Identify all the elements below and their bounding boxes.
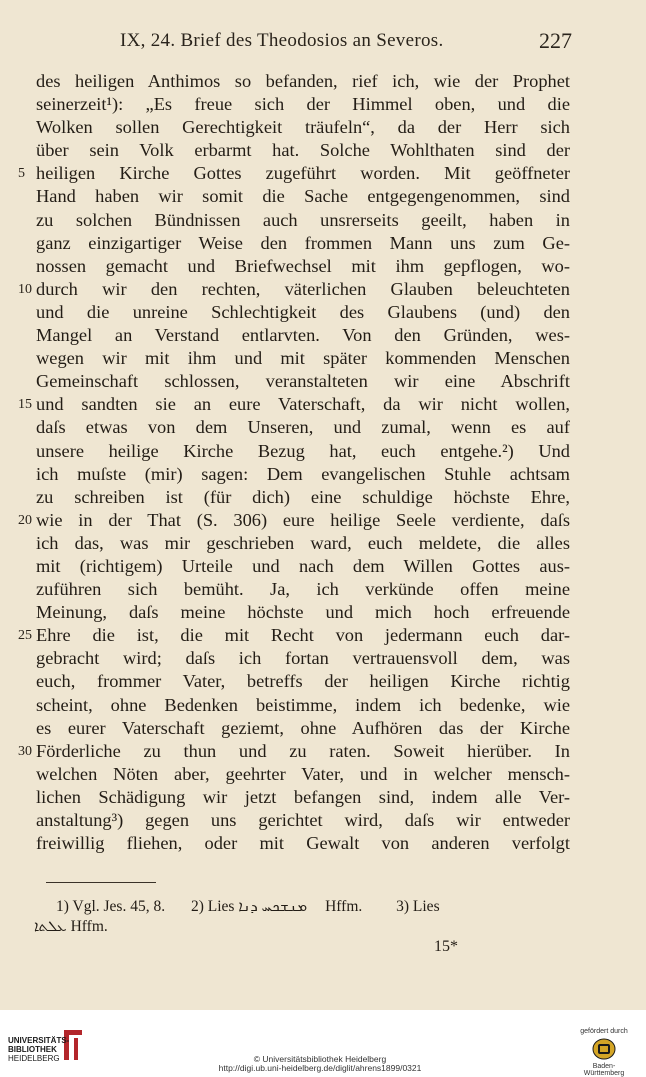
line-text: seinerzeit¹): „Es freue sich der Himmel oben, und die	[36, 94, 570, 115]
line-text: nossen gemacht und Briefwechsel mit ihm gepflogen, wo-	[36, 255, 570, 276]
library-name-3: HEIDELBERG	[8, 1054, 60, 1063]
line-text: wie in der That (S. 306) eure heilige Seele verdiente, daſs	[36, 509, 570, 530]
line-text: euch, frommer Vater, betreffs der heiligen Kirche richtig	[36, 671, 570, 692]
page-header	[60, 28, 572, 54]
line-text: unsere heilige Kirche Bezug hat, euch entgehe.²) Und	[36, 440, 570, 461]
footnote-3-label: 3) Lies	[396, 898, 440, 915]
line-text: ich muſste (mir) sagen: Dem evangelischen Stuhle achtsam	[36, 463, 570, 484]
text-line	[34, 70, 570, 93]
line-text: daſs etwas von dem Unseren, und zumal, wenn es auf	[36, 417, 570, 438]
text-line	[34, 93, 570, 116]
footnote-2-source: Hffm.	[325, 898, 363, 915]
footnote-line-2	[34, 918, 574, 936]
sponsor-label: gefördert durch	[580, 1028, 628, 1035]
text-line	[34, 232, 570, 255]
text-line	[18, 740, 570, 763]
text-line	[34, 578, 570, 601]
text-line	[18, 509, 570, 532]
sponsor-block	[574, 1028, 634, 1077]
text-line	[34, 116, 570, 139]
line-text: es eurer Vaterschaft geziemt, ohne Aufhören das der Kirche	[36, 717, 570, 738]
line-text: des heiligen Anthimos so befanden, rief ich, wie der Prophet	[36, 71, 570, 91]
line-text: Förderliche zu thun und zu raten. Soweit hierüber. In	[36, 740, 570, 761]
text-line	[34, 786, 570, 809]
text-line	[34, 670, 570, 693]
library-name-2: BIBLIOTHEK	[8, 1045, 57, 1054]
line-text: freiwillig fliehen, oder mit Gewalt von anderen verfolgt	[36, 833, 570, 854]
line-text: über sein Volk erbarmt hat. Solche Wohlthaten sind der	[36, 140, 570, 161]
line-text: anstaltung³) gegen uns gerichtet wird, daſs wir entweder	[36, 810, 570, 830]
line-text: Mangel an Verstand entlarvten. Von den Gründen, wes-	[36, 325, 570, 346]
line-text: zu schreiben ist (für dich) eine schuldige höchste Ehre,	[36, 486, 570, 507]
line-number: 5	[18, 166, 25, 182]
running-title: IX, 24. Brief des Theodosios an Severos.	[120, 30, 444, 51]
line-text: Gemeinschaft schlossen, veranstalteten wir eine Abschrift	[36, 371, 570, 392]
line-text: Ehre die ist, die mit Recht von jedermann euch dar-	[36, 625, 570, 646]
text-line	[34, 463, 570, 486]
line-number: 25	[18, 628, 32, 644]
text-line	[34, 717, 570, 740]
line-text: zu solchen Bündnissen auch unsrerseits geeilt, haben in	[36, 209, 570, 230]
text-line	[34, 370, 570, 393]
text-line	[34, 532, 570, 555]
line-text: ich das, was mir geschrieben ward, euch meldete, die alles	[36, 532, 570, 553]
text-line	[18, 278, 570, 301]
text-line	[34, 440, 570, 463]
text-line	[18, 162, 570, 185]
line-text: heiligen Kirche Gottes zugeführt worden. Mit geöffneter	[36, 163, 570, 184]
line-number: 15	[18, 397, 32, 413]
text-line	[34, 301, 570, 324]
text-line	[18, 393, 570, 416]
line-number: 20	[18, 512, 32, 528]
text-line	[34, 209, 570, 232]
text-line	[34, 694, 570, 717]
state-crest-icon	[591, 1037, 617, 1061]
line-text: gebracht wird; daſs ich fortan vertrauensvoll dem, was	[36, 648, 570, 669]
line-text: welchen Nöten aber, geehrter Vater, und in welcher mensch-	[36, 763, 570, 784]
sponsor-name: Baden-Württemberg	[583, 1063, 625, 1077]
line-text: und sandten sie an eure Vaterschaft, da wir nicht wollen,	[36, 394, 570, 415]
text-line	[34, 139, 570, 162]
copyright-notice: © Universitätsbibliothek Heidelberg	[253, 1054, 387, 1064]
line-text: lichen Schädigung wir jetzt befangen sind, indem alle Ver-	[36, 786, 570, 807]
main-text	[18, 70, 570, 855]
footnote-3-syriac: ܥܠܬܐ	[34, 919, 67, 935]
page-number: 227	[539, 28, 572, 53]
line-text: scheint, ohne Bedenken beistimme, indem ich bedenke, wie	[36, 694, 570, 715]
line-text: mit (richtigem) Urteile und nach dem Willen Gottes aus-	[36, 555, 570, 576]
text-line	[34, 763, 570, 786]
line-text: Hand haben wir somit die Sache entgegengenommen, sind	[36, 186, 570, 207]
footnote-rule	[46, 882, 156, 883]
text-line	[34, 601, 570, 624]
text-line	[34, 832, 570, 855]
line-number: 10	[18, 281, 32, 297]
text-line	[34, 486, 570, 509]
footnote-line-1	[34, 898, 574, 916]
text-line	[34, 185, 570, 208]
text-line	[34, 809, 570, 832]
text-line	[34, 647, 570, 670]
text-line	[18, 624, 570, 647]
signature-mark: 15*	[434, 938, 458, 955]
line-number: 30	[18, 743, 32, 759]
text-line	[34, 416, 570, 439]
library-name-1: UNIVERSITÄTS-	[8, 1036, 70, 1045]
library-logo-text	[8, 1036, 69, 1063]
footnote-1: 1) Vgl. Jes. 45, 8.	[56, 898, 166, 915]
line-text: Meinung, daſs meine höchste und mich hoch erfreuende	[36, 602, 570, 623]
footnote-2-syriac: ܡܢܫܟܚ ܕܢܐ	[238, 899, 308, 915]
line-text: ganz einzigartiger Weise den frommen Mann uns zum Ge-	[36, 232, 570, 253]
text-line	[34, 347, 570, 370]
footnote-3-source: Hffm.	[70, 918, 108, 935]
line-text: durch wir den rechten, väterlichen Glauben beleuchteten	[36, 278, 570, 299]
text-line	[34, 555, 570, 578]
footnote-2-label: 2) Lies	[190, 898, 235, 915]
text-line	[34, 255, 570, 278]
line-text: zuführen sich bemüht. Ja, ich verkünde offen meine	[36, 579, 570, 600]
line-text: Wolken sollen Gerechtigkeit träufeln“, da der Herr sich	[36, 117, 570, 138]
text-line	[34, 324, 570, 347]
line-text: wegen wir mit ihm und mit später kommenden Menschen	[36, 348, 570, 369]
line-text: und die unreine Schlechtigkeit des Glaubens (und) den	[36, 301, 570, 322]
source-url[interactable]: http://digi.ub.uni-heidelberg.de/diglit/ahrens1899/0321	[218, 1063, 422, 1073]
